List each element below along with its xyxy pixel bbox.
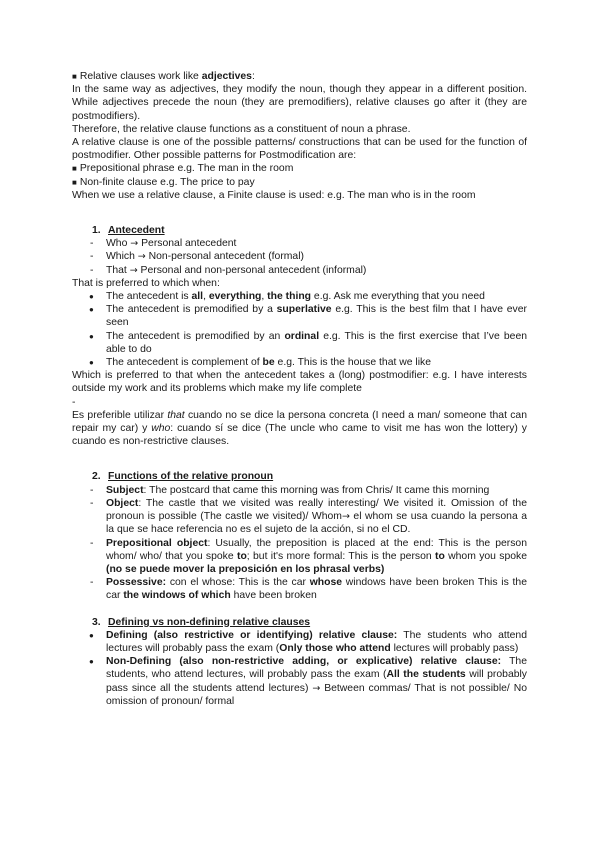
list-item: - Prepositional object: Usually, the preposition is placed at the end: This is the person whom/ who/ that you spoke to; but it's more formal: This is the person to whom you spoke (no se puede mover la preposición en los phrasal verbs) [72, 537, 527, 577]
list-item: - That → Personal and non-personal antecedent (informal) [72, 264, 527, 277]
arrow-icon: → [312, 682, 321, 694]
intro-therefore: Therefore, the relative clause functions as a constituent of noun a phrase. [72, 123, 411, 135]
list-item: ● Non-Defining (also non-restrictive adding, or explicative) relative clause: The students, who attend lectures, will probably pass the exam (All the students will probably pass since all the students attend lectures) → Between commas/ That is not possible/ No omission of pronoun/ formal [72, 655, 527, 708]
arrow-icon: → [129, 264, 138, 276]
arrow-icon: → [130, 238, 139, 250]
document-page [72, 70, 527, 708]
square-bullet-icon: ■ [72, 72, 77, 81]
list-item: ● The antecedent is premodified by a superlative e.g. This is the best film that I have ever seen [72, 303, 527, 329]
list-item: - Possessive: con el whose: This is the car whose windows have been broken This is the car the windows of which have been broken [72, 576, 527, 602]
intro-patterns: A relative clause is one of the possible patterns/ constructions that can be used for the function of postmodifier. Other possible patterns for Postmodification are: [72, 137, 527, 162]
separator-dash: - [72, 396, 76, 408]
list-item: ● Defining (also restrictive or identifying) relative clause: The students who attend lectures will probably pass the exam (Only those who attend lectures will probably pass) [72, 629, 527, 655]
that-preferred-list [72, 290, 527, 369]
intro-nonfinite: ■ Non-finite clause e.g. The price to pay [72, 176, 255, 188]
intro-prepositional: ■ Prepositional phrase e.g. The man in the room [72, 163, 294, 175]
square-bullet-icon: ■ [72, 177, 77, 187]
that-preferred-lead: That is preferred to which when: [72, 277, 220, 289]
list-item: - Which → Non-personal antecedent (formal) [72, 250, 527, 263]
functions-list [72, 484, 527, 603]
defining-list [72, 629, 527, 708]
intro-finite: When we use a relative clause, a Finite clause is used: e.g. The man who is in the room [72, 189, 476, 201]
list-item: - Who → Personal antecedent [72, 237, 527, 250]
list-item: - Subject: The postcard that came this morning was from Chris/ It came this morning [72, 484, 527, 497]
antecedent-list [72, 237, 527, 277]
list-item: ● The antecedent is complement of be e.g. This is the house that we like [72, 356, 527, 369]
which-preferred-paragraph: Which is preferred to that when the antecedent takes a (long) postmodifier: e.g. I have interests outside my work and its problems which make my life complete [72, 370, 527, 395]
intro-paragraph: In the same way as adjectives, they modify the noun, though they appear in a different position. While adjectives precede the noun (they are premodifiers), relative clauses go after it (they are postmodifiers). [72, 84, 527, 122]
square-bullet-icon: ■ [72, 164, 77, 174]
list-item: ● The antecedent is all, everything, the thing e.g. Ask me everything that you need [72, 290, 527, 303]
section-functions-heading: 2. Functions of the relative pronoun [92, 471, 274, 483]
section-defining-heading: 3. Defining vs non-defining relative clauses [92, 616, 311, 628]
intro-heading: ■ Relative clauses work like adjectives: [72, 71, 255, 82]
list-item: - Object: The castle that we visited was really interesting/ We visited it. Omission of the pronoun is possible (The castle we visited)/ Whom→ el whom se usa cuando la persona a la que se hace referencia no es el sujeto de la acción, si no el CD. [72, 497, 527, 537]
list-item: ● The antecedent is premodified by an ordinal e.g. This is the first exercise that I’ve been able to do [72, 330, 527, 356]
section-antecedent-heading: 1. Antecedent [92, 225, 165, 237]
arrow-icon: → [341, 511, 350, 523]
spanish-note: Es preferible utilizar that cuando no se dice la persona concreta (I need a man/ someone that can repair my car) y who: cuando sí se dice (The uncle who came to visit me has won the lottery) y cuando es non-restrictive clauses. [72, 409, 527, 448]
arrow-icon: → [137, 251, 146, 263]
